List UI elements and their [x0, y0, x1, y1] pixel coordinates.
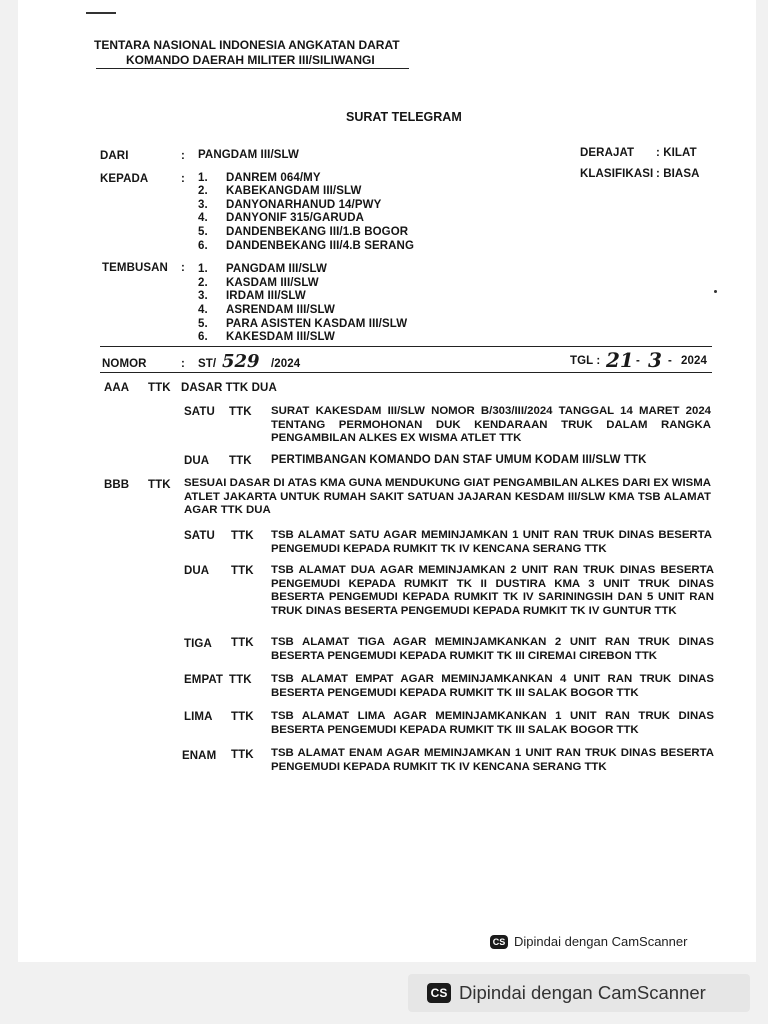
- to-label: KEPADA: [100, 173, 149, 185]
- to-num-6: 6.: [198, 240, 208, 252]
- date-sep1: -: [636, 355, 640, 367]
- header-line1: TENTARA NASIONAL INDONESIA ANGKATAN DARAT: [94, 38, 400, 52]
- number-colon: :: [181, 358, 185, 370]
- cc-num-5: 5.: [198, 318, 208, 330]
- bbb-item-3-ttk: TTK: [231, 637, 254, 649]
- to-item-4: DANYONIF 315/GARUDA: [226, 212, 365, 224]
- from-label: DARI: [100, 150, 129, 162]
- bbb-item-1-code: SATU: [184, 530, 215, 542]
- cc-label: TEMBUSAN: [102, 262, 168, 274]
- bbb-item-4-text: TSB ALAMAT EMPAT AGAR MEMINJAMKANKAN 4 UNIT RAN TRUK DINAS BESERTA PENGEMUDI KEPADA RUMKIT TK III SALAK BOGOR TTK: [271, 673, 714, 699]
- aaa-text: DASAR TTK DUA: [181, 382, 277, 394]
- aaa-item-2-ttk: TTK: [229, 455, 252, 467]
- scan-speck: [714, 290, 717, 293]
- camscanner-footer-logo-icon: CS: [427, 983, 451, 1003]
- cc-item-2: KASDAM III/SLW: [226, 277, 319, 289]
- degree-label: DERAJAT: [580, 147, 635, 159]
- from-value: PANGDAM III/SLW: [198, 149, 299, 161]
- number-suffix: /2024: [271, 358, 301, 370]
- number-handwritten: 529: [222, 351, 260, 372]
- bbb-text: SESUAI DASAR DI ATAS KMA GUNA MENDUKUNG GIAT PENGAMBILAN ALKES DARI EX WISMA ATLET JAKARTA UNTUK RUMAH SAKIT SATUAN JAJARAN KESDAM III/SLW KMA TSB ALAMAT AGAR TTK DUA: [184, 477, 711, 517]
- cc-num-1: 1.: [198, 263, 208, 275]
- bbb-item-4-ttk: TTK: [229, 674, 252, 686]
- to-num-2: 2.: [198, 185, 208, 197]
- aaa-code: AAA: [104, 382, 130, 394]
- cc-item-1: PANGDAM III/SLW: [226, 263, 327, 275]
- cc-num-6: 6.: [198, 331, 208, 343]
- bbb-ttk: TTK: [148, 479, 171, 491]
- bbb-item-1-text: TSB ALAMAT SATU AGAR MEMINJAMKAN 1 UNIT RAN TRUK DINAS BESERTA PENGEMUDI KEPADA RUMKIT TK IV KENCANA SERANG TTK: [271, 529, 712, 555]
- to-num-4: 4.: [198, 212, 208, 224]
- bbb-item-6-ttk: TTK: [231, 749, 254, 761]
- number-separator: [100, 372, 712, 373]
- watermark-text: Dipindai dengan CamScanner: [514, 934, 688, 949]
- scanner-footer: [427, 982, 706, 1004]
- header-underline: [96, 68, 409, 69]
- document-title: SURAT TELEGRAM: [346, 110, 462, 124]
- classification-label: KLASIFIKASI: [580, 168, 654, 180]
- camscanner-logo-icon: CS: [490, 935, 508, 949]
- to-num-3: 3.: [198, 199, 208, 211]
- aaa-item-1-ttk: TTK: [229, 406, 252, 418]
- to-item-2: KABEKANGDAM III/SLW: [226, 185, 362, 197]
- to-item-6: DANDENBEKANG III/4.B SERANG: [226, 240, 414, 252]
- bbb-item-6-text: TSB ALAMAT ENAM AGAR MEMINJAMKAN 1 UNIT RAN TRUK DINAS BESERTA PENGEMUDI KEPADA RUMKIT TK IV KENCANA SERANG TTK: [271, 747, 714, 773]
- addressee-separator: [100, 346, 712, 347]
- degree-value: : KILAT: [656, 147, 697, 159]
- bbb-item-2-code: DUA: [184, 565, 210, 577]
- aaa-item-1-text: SURAT KAKESDAM III/SLW NOMOR B/303/III/2024 TANGGAL 14 MARET 2024 TENTANG PERMOHONAN DUK KENDARAAN TRUK DALAM RANGKA PENGAMBILAN ALKES EX WISMA ATLET TTK: [271, 405, 711, 445]
- to-num-1: 1.: [198, 172, 208, 184]
- cc-num-4: 4.: [198, 304, 208, 316]
- bbb-item-5-code: LIMA: [184, 711, 213, 723]
- header-line2: KOMANDO DAERAH MILITER III/SILIWANGI: [126, 53, 375, 67]
- aaa-item-2-text: PERTIMBANGAN KOMANDO DAN STAF UMUM KODAM III/SLW TTK: [271, 454, 647, 466]
- bbb-item-1-ttk: TTK: [231, 530, 254, 542]
- number-label: NOMOR: [102, 358, 147, 370]
- date-month: 3: [648, 348, 662, 372]
- cc-item-3: IRDAM III/SLW: [226, 290, 306, 302]
- cc-num-2: 2.: [198, 277, 208, 289]
- date-day: 21: [606, 348, 634, 372]
- cc-item-6: KAKESDAM III/SLW: [226, 331, 335, 343]
- to-item-5: DANDENBEKANG III/1.B BOGOR: [226, 226, 409, 238]
- bbb-item-6-code: ENAM: [182, 750, 217, 762]
- bbb-item-3-code: TIGA: [184, 638, 212, 650]
- aaa-item-1-code: SATU: [184, 406, 215, 418]
- bbb-item-2-text: TSB ALAMAT DUA AGAR MEMINJAMKAN 2 UNIT RAN TRUK DINAS BESERTA PENGEMUDI KEPADA RUMKIT TK II DUSTIRA KMA 3 UNIT TRUK DINAS BESERTA PENGEMUDI KEPADA RUMKIT TK IV SARININGSIH DAN 5 UNIT RAN TRUK DINAS BESERTA PENGEMUDI KEPADA RUMKIT TK IV GUNTUR TTK: [271, 564, 714, 617]
- bbb-item-5-ttk: TTK: [231, 711, 254, 723]
- date-label: TGL :: [570, 355, 601, 367]
- date-year: 2024: [681, 355, 707, 367]
- cc-colon: :: [181, 262, 185, 274]
- aaa-ttk: TTK: [148, 382, 171, 394]
- footer-watermark-text: Dipindai dengan CamScanner: [459, 982, 706, 1003]
- from-colon: :: [181, 150, 185, 162]
- bbb-item-5-text: TSB ALAMAT LIMA AGAR MEMINJAMKANKAN 1 UNIT RAN TRUK DINAS BESERTA PENGEMUDI KEPADA RUMKIT TK III SALAK BOGOR TTK: [271, 710, 714, 736]
- cc-num-3: 3.: [198, 290, 208, 302]
- to-item-1: DANREM 064/MY: [226, 172, 321, 184]
- bbb-item-2-ttk: TTK: [231, 565, 254, 577]
- to-colon: :: [181, 173, 185, 185]
- bbb-code: BBB: [104, 479, 130, 491]
- to-item-3: DANYONARHANUD 14/PWY: [226, 199, 382, 211]
- number-prefix: ST/: [198, 358, 217, 370]
- date-sep2: -: [668, 355, 672, 367]
- aaa-item-2-code: DUA: [184, 455, 210, 467]
- scan-mark: [86, 12, 116, 14]
- bbb-item-3-text: TSB ALAMAT TIGA AGAR MEMINJAMKANKAN 2 UNIT RAN TRUK DINAS BESERTA PENGEMUDI KEPADA RUMKIT TK III CIREMAI CIREBON TTK: [271, 636, 714, 662]
- scanner-watermark: [490, 934, 687, 949]
- cc-item-4: ASRENDAM III/SLW: [226, 304, 335, 316]
- cc-item-5: PARA ASISTEN KASDAM III/SLW: [226, 318, 408, 330]
- to-num-5: 5.: [198, 226, 208, 238]
- bbb-item-4-code: EMPAT: [184, 674, 224, 686]
- classification-value: : BIASA: [656, 168, 700, 180]
